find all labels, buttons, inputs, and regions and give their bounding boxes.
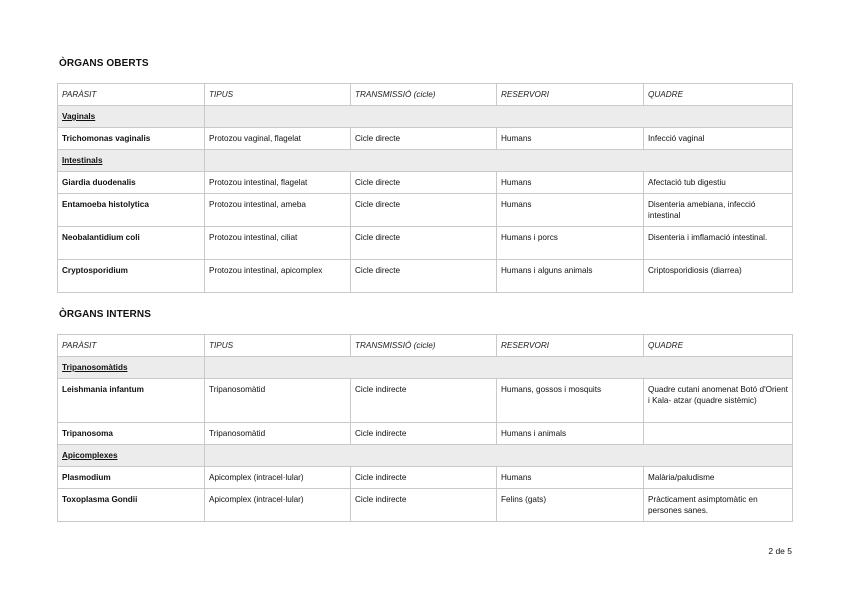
cell-transmissio: Cicle directe [351,227,497,260]
cell-quadre: Quadre cutani anomenat Botó d'Orient i Kala- atzar (quadre sistèmic) [644,379,793,423]
cell-tipus: Protozou vaginal, flagelat [205,128,351,150]
header-quadre: QUADRE [644,84,793,106]
cell-transmissio: Cicle directe [351,194,497,227]
header-parasit: PARÀSIT [58,84,205,106]
table-header-row [58,84,793,106]
cell-quadre: Pràcticament asimptomàtic en persones sanes. [644,489,793,522]
group-row-intestinals [58,150,793,172]
section-title-organs-oberts: ÒRGANS OBERTS [59,58,149,69]
cell-quadre: Afectació tub digestiu [644,172,793,194]
group-row-apicomplexes [58,445,793,467]
cell-tipus: Tripanosomàtid [205,379,351,423]
table-row [58,489,793,522]
cell-parasit: Trichomonas vaginalis [58,128,205,150]
table-row [58,379,793,423]
table-row [58,128,793,150]
cell-reservori: Humans [497,172,644,194]
cell-transmissio: Cicle indirecte [351,489,497,522]
cell-parasit: Giardia duodenalis [58,172,205,194]
table-row [58,260,793,293]
cell-quadre: Disenteria i imflamació intestinal. [644,227,793,260]
table-row [58,467,793,489]
table-row [58,423,793,445]
cell-tipus: Apicomplex (intracel·lular) [205,467,351,489]
cell-tipus: Protozou intestinal, flagelat [205,172,351,194]
table-organs-interns [57,334,793,522]
cell-tipus: Protozou intestinal, ciliat [205,227,351,260]
cell-tipus: Apicomplex (intracel·lular) [205,489,351,522]
group-label: Apicomplexes [58,445,205,467]
cell-parasit: Tripanosoma [58,423,205,445]
cell-transmissio: Cicle directe [351,128,497,150]
table-row [58,172,793,194]
group-row-tripanosomatids [58,357,793,379]
header-quadre: QUADRE [644,335,793,357]
header-tipus: TIPUS [205,335,351,357]
cell-quadre: Criptosporidiosis (diarrea) [644,260,793,293]
cell-parasit: Neobalantidium coli [58,227,205,260]
cell-quadre [644,423,793,445]
header-parasit: PARÀSIT [58,335,205,357]
cell-reservori: Humans [497,467,644,489]
cell-transmissio: Cicle indirecte [351,423,497,445]
cell-parasit: Leishmania infantum [58,379,205,423]
cell-reservori: Humans i animals [497,423,644,445]
header-transmissio: TRANSMISSIÓ (cicle) [351,335,497,357]
cell-transmissio: Cicle directe [351,260,497,293]
cell-tipus: Protozou intestinal, ameba [205,194,351,227]
cell-transmissio: Cicle indirecte [351,379,497,423]
header-tipus: TIPUS [205,84,351,106]
cell-reservori: Humans, gossos i mosquits [497,379,644,423]
group-row-vaginals [58,106,793,128]
cell-parasit: Entamoeba histolytica [58,194,205,227]
cell-quadre: Infecció vaginal [644,128,793,150]
table-row [58,227,793,260]
cell-reservori: Humans i alguns animals [497,260,644,293]
cell-transmissio: Cicle indirecte [351,467,497,489]
section-title-organs-interns: ÒRGANS INTERNS [59,309,151,320]
cell-reservori: Humans [497,128,644,150]
cell-reservori: Felins (gats) [497,489,644,522]
table-header-row [58,335,793,357]
cell-tipus: Tripanosomàtid [205,423,351,445]
group-label: Intestinals [58,150,205,172]
cell-tipus: Protozou intestinal, apicomplex [205,260,351,293]
table-organs-oberts [57,83,793,293]
cell-reservori: Humans [497,194,644,227]
header-transmissio: TRANSMISSIÓ (cicle) [351,84,497,106]
header-reservori: RESERVORI [497,84,644,106]
cell-quadre: Disenteria amebiana, infecció intestinal [644,194,793,227]
cell-transmissio: Cicle directe [351,172,497,194]
header-reservori: RESERVORI [497,335,644,357]
cell-reservori: Humans i porcs [497,227,644,260]
cell-parasit: Plasmodium [58,467,205,489]
cell-parasit: Cryptosporidium [58,260,205,293]
cell-parasit: Toxoplasma Gondii [58,489,205,522]
group-label: Tripanosomàtids [58,357,205,379]
table-row [58,194,793,227]
page-number: 2 de 5 [768,546,792,556]
cell-quadre: Malària/paludisme [644,467,793,489]
group-label: Vaginals [58,106,205,128]
